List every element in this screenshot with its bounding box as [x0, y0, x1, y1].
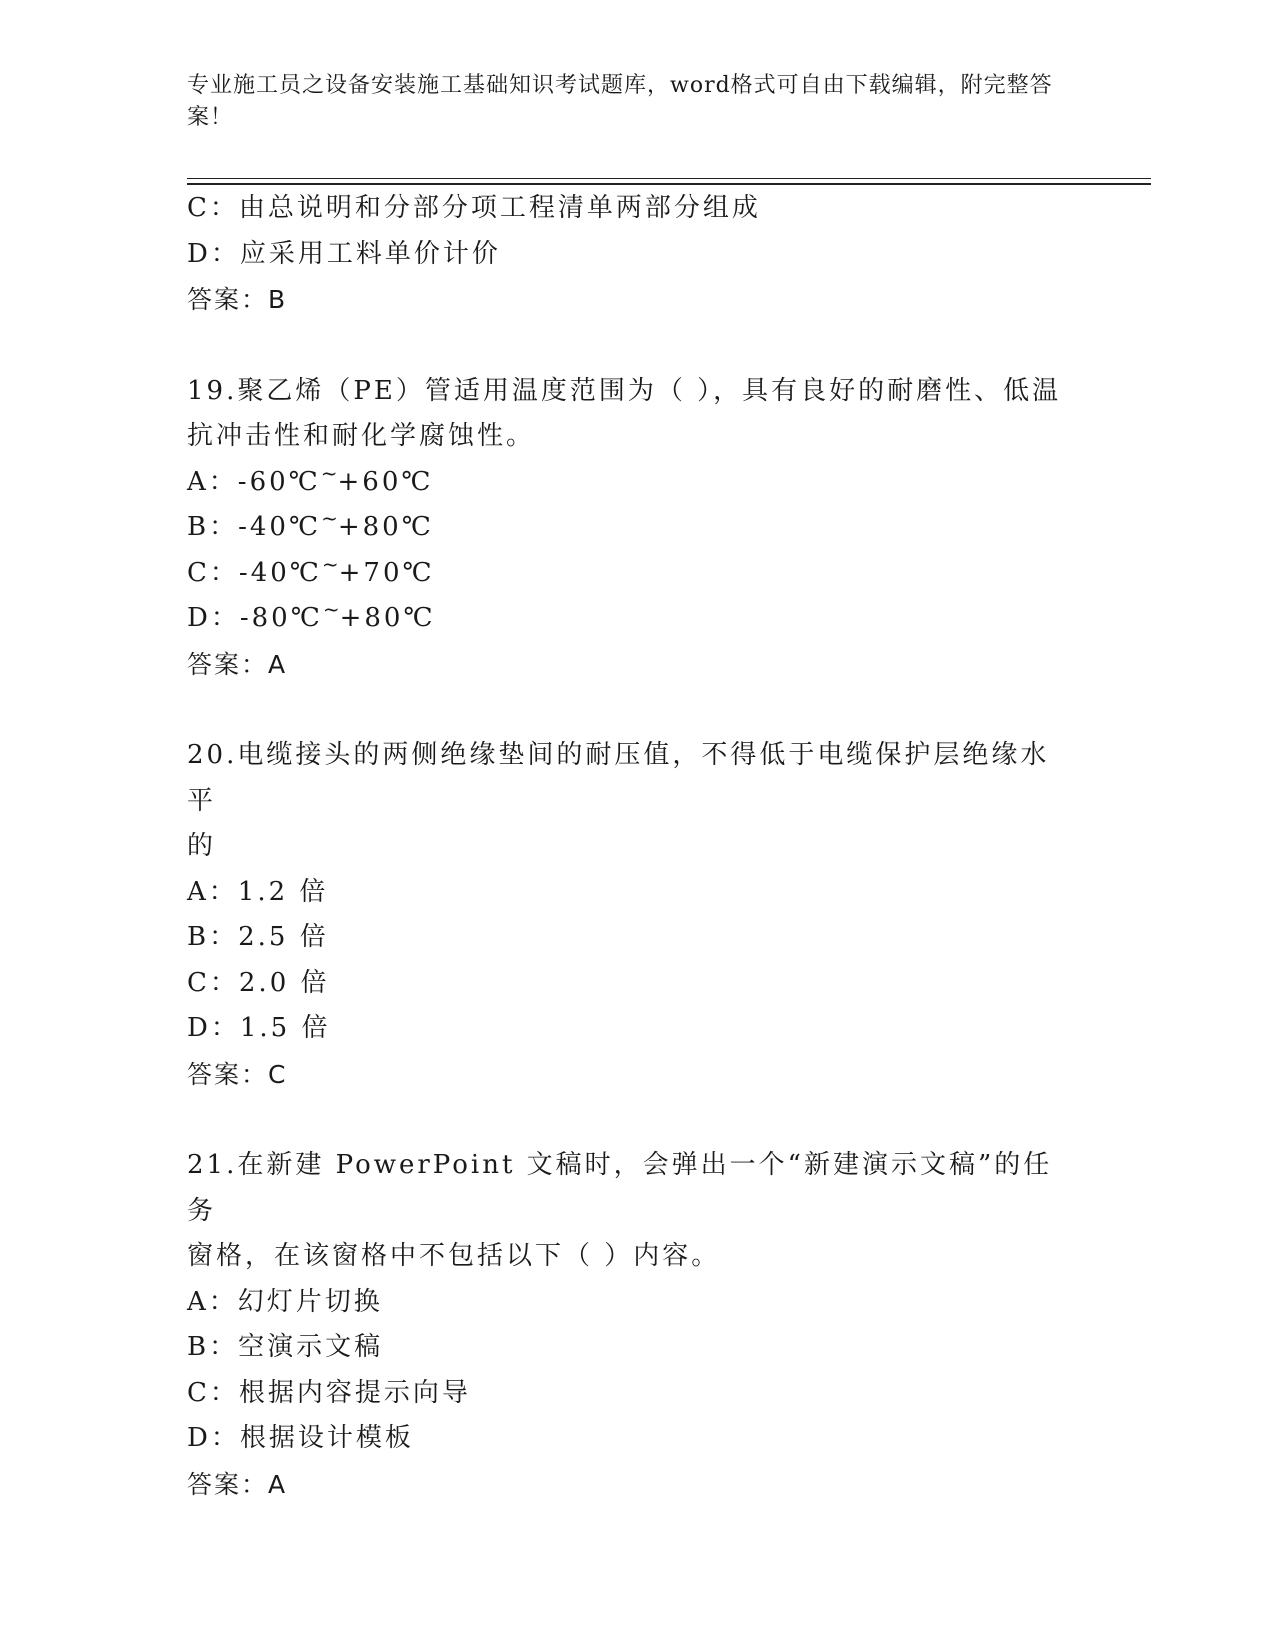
question-text-line2: 的: [187, 831, 217, 861]
question-text-line2: 抗冲击性和耐化学腐蚀性。: [187, 421, 536, 451]
document-header: [187, 70, 1067, 134]
option-range-tilde: ~: [321, 551, 339, 576]
question-text: [187, 733, 1067, 870]
header-divider-thick: [187, 183, 1151, 185]
option-range-start: -40℃: [238, 557, 322, 588]
question-21: [187, 1143, 1087, 1507]
answer-line: 答案：A: [187, 649, 288, 679]
option-b: B：空演示文稿: [187, 1332, 384, 1362]
question-number: 21.: [187, 1150, 238, 1180]
question-text: [187, 1143, 1067, 1280]
option-b: [187, 505, 1087, 551]
option-range-end: +70℃: [338, 557, 435, 588]
question-text-line1: 聚乙烯（PE）管适用温度范围为（ ），具有良好的耐磨性、低温: [237, 375, 1062, 406]
option-d: D：根据设计模板: [187, 1423, 414, 1453]
option-a: A：幻灯片切换: [187, 1286, 383, 1317]
option-range-start: -60℃: [237, 466, 321, 497]
document-title: 专业施工员之设备安装施工基础知识考试题库，word格式可自由下载编辑，附完整答案！: [187, 73, 1053, 130]
option-range-end: +80℃: [339, 603, 436, 633]
option-range-start: -80℃: [239, 603, 323, 633]
option-d: D：应采用工料单价计价: [187, 238, 501, 269]
option-range-tilde: ~: [320, 460, 338, 485]
option-label: B：: [187, 512, 239, 542]
option-range-end: +80℃: [337, 512, 434, 542]
option-range-tilde: ~: [321, 506, 338, 530]
answer-line: 答案：C: [187, 1059, 288, 1089]
option-d: D：1.5 倍: [187, 1013, 331, 1043]
option-c: C：由总说明和分部分项工程清单两部分组成: [187, 193, 761, 223]
option-range-start: -40℃: [238, 512, 322, 542]
option-a: A：1.2 倍: [187, 876, 329, 907]
question-list: [187, 186, 1087, 1507]
option-a: [187, 460, 1087, 506]
option-label: C：: [187, 557, 239, 588]
question-text-line1: 电缆接头的两侧绝缘垫间的耐压值，不得低于电缆保护层绝缘水平: [187, 740, 1050, 816]
answer-line: 答案：B: [187, 285, 288, 314]
question-text-line2: 窗格，在该窗格中不包括以下（ ）内容。: [187, 1241, 721, 1271]
option-label: A：: [187, 466, 238, 497]
question-number: 19.: [187, 375, 238, 406]
header-divider-thin: [187, 178, 1151, 179]
option-range-tilde: ~: [322, 597, 340, 621]
option-c: [187, 551, 1087, 597]
option-label: D：: [187, 603, 240, 633]
option-c: C：2.0 倍: [187, 967, 330, 998]
option-c: C：根据内容提示向导: [187, 1377, 471, 1408]
question-continued: [187, 186, 1087, 323]
question-19: [187, 369, 1087, 688]
option-d: [187, 596, 1087, 642]
question-20: [187, 733, 1087, 1097]
option-b: B：2.5 倍: [187, 922, 329, 952]
answer-line: 答案：A: [187, 1469, 288, 1499]
question-text-line1: 在新建 PowerPoint 文稿时，会弹出一个“新建演示文稿”的任务: [187, 1150, 1053, 1226]
question-number: 20.: [187, 740, 238, 770]
question-text: [187, 369, 1067, 460]
option-range-end: +60℃: [337, 466, 434, 497]
